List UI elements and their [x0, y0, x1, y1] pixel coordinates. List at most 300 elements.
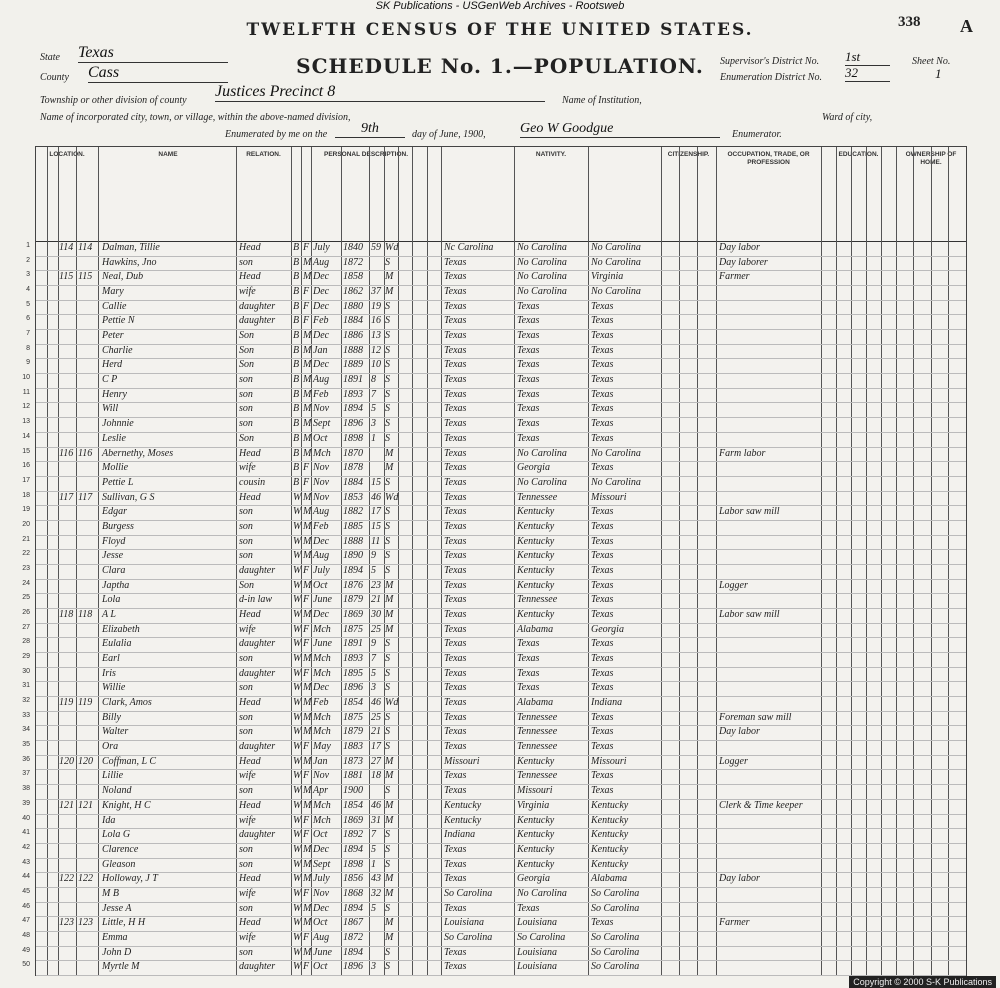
cell-f: Texas [517, 344, 540, 356]
cell-b: Texas [444, 843, 467, 855]
row-number: 31 [22, 682, 30, 690]
cell-sex: F [303, 242, 310, 253]
cell-name: Little, H H [102, 917, 146, 929]
table-row [22, 725, 966, 741]
cell-mo: Dec [313, 300, 330, 312]
cell-b: Texas [444, 873, 467, 885]
cell-ms: M [385, 814, 394, 826]
cell-yr: 1894 [343, 946, 363, 958]
cell-rel: wife [239, 286, 256, 298]
cell-mo: Feb [313, 520, 329, 532]
cell-mo: Nov [313, 476, 330, 488]
cell-m: Texas [591, 667, 614, 679]
cell-mo: Oct [313, 917, 328, 929]
table-row [22, 417, 966, 433]
cell-ms: M [385, 594, 394, 606]
cell-col: B [293, 286, 300, 298]
row-number: 13 [22, 418, 30, 426]
cell-name: Pettie L [102, 476, 134, 488]
sheet-value: 1 [935, 66, 942, 81]
cell-mo: Aug [313, 374, 330, 386]
cell-b: Texas [444, 374, 467, 386]
cell-b: Texas [444, 770, 467, 782]
cell-f: Tennessee [517, 491, 558, 503]
cell-m: Texas [591, 550, 614, 562]
cell-m: Texas [591, 682, 614, 694]
cell-col: B [293, 432, 300, 444]
cell-ms: M [385, 286, 394, 298]
row-number: 7 [26, 330, 30, 338]
cell-f: Tennessee [517, 711, 558, 723]
cell-col: B [293, 388, 300, 400]
cell-yr: 1893 [343, 388, 363, 400]
cell-b: Texas [444, 315, 467, 327]
table-row [26, 241, 966, 257]
enumeration-label: Enumeration District No. [720, 72, 822, 83]
cell-col: W [293, 609, 302, 620]
cell-m: So Carolina [591, 887, 640, 899]
cell-rel: Head [239, 447, 261, 459]
cell-age: 17 [371, 506, 381, 518]
cell-f: So Carolina [517, 931, 566, 943]
cell-m: Kentucky [591, 799, 629, 811]
cell-f: Texas [517, 902, 540, 914]
cell-fam: 118 [78, 609, 93, 620]
cell-col: W [293, 535, 302, 547]
cell-yr: 1883 [343, 741, 363, 753]
cell-rel: son [239, 388, 253, 400]
cell-rel: wife [239, 462, 256, 474]
table-row [22, 799, 966, 815]
cell-ms: S [385, 741, 390, 753]
row-number: 33 [22, 711, 30, 719]
cell-m: Texas [591, 594, 614, 606]
cell-occ: Day labor [719, 726, 760, 738]
table-row [26, 329, 966, 345]
cell-col: W [293, 638, 302, 650]
cell-f: Alabama [517, 697, 554, 709]
cell-f: Texas [517, 682, 540, 694]
table-row [22, 505, 966, 521]
institution-label: Name of Institution, [562, 95, 642, 106]
cell-sex: M [303, 374, 312, 386]
row-number: 4 [26, 286, 30, 294]
cell-col: W [293, 520, 302, 532]
state-label: State [40, 52, 60, 63]
cell-b: Texas [444, 432, 467, 444]
cell-mo: Mch [313, 711, 331, 723]
table-row [22, 814, 966, 830]
cell-yr: 1875 [343, 711, 363, 723]
cell-name: Jesse [102, 550, 124, 562]
cell-sex: M [303, 946, 312, 958]
cell-m: So Carolina [591, 946, 640, 958]
cell-f: Texas [517, 315, 540, 327]
cell-b: Kentucky [444, 799, 482, 811]
cell-mo: Feb [313, 315, 329, 327]
row-number: 3 [26, 271, 30, 279]
census-title: TWELFTH CENSUS OF THE UNITED STATES. [246, 20, 754, 40]
cell-f: Louisiana [517, 961, 558, 973]
table-row [22, 373, 966, 389]
schedule-title: SCHEDULE No. 1.—POPULATION. [296, 54, 704, 78]
cell-sex: F [303, 814, 310, 826]
cell-yr: 1876 [343, 579, 363, 591]
table-row [22, 593, 966, 609]
cell-name: Clark, Amos [102, 697, 152, 709]
cell-col: W [293, 579, 302, 591]
cell-sex: M [303, 256, 312, 268]
cell-rel: son [239, 418, 253, 430]
cell-sex: M [303, 609, 312, 620]
cell-name: Holloway, J T [102, 873, 158, 885]
cell-age: 43 [371, 873, 381, 885]
cell-ms: S [385, 682, 390, 694]
cell-fam: 123 [78, 917, 93, 929]
cell-rel: son [239, 550, 253, 562]
cell-yr: 1872 [343, 931, 363, 943]
cell-ms: M [385, 755, 394, 767]
cell-b: Texas [444, 741, 467, 753]
township-label: Township or other division of county [40, 95, 187, 106]
cell-ms: S [385, 535, 390, 547]
cell-ms: S [385, 388, 390, 400]
cell-col: W [293, 594, 302, 606]
cell-yr: 1879 [343, 726, 363, 738]
cell-name: Earl [102, 653, 120, 665]
row-number: 21 [22, 535, 30, 543]
cell-mo: Dec [313, 359, 330, 371]
cell-name: M B [102, 887, 119, 899]
cell-sex: M [303, 403, 312, 415]
cell-m: Missouri [591, 491, 627, 503]
cell-fam: 116 [78, 447, 93, 459]
row-number: 44 [22, 873, 30, 881]
row-number: 23 [22, 564, 30, 572]
cell-sex: M [303, 873, 312, 885]
cell-rel: Son [239, 330, 254, 342]
cell-f: Texas [517, 374, 540, 386]
cell-rel: Son [239, 344, 254, 356]
row-number: 20 [22, 520, 30, 528]
cell-name: Peter [102, 330, 124, 342]
cell-fam: 120 [78, 755, 93, 767]
row-number: 26 [22, 609, 30, 616]
cell-sex: F [303, 564, 310, 576]
cell-yr: 1888 [343, 344, 363, 356]
cell-rel: son [239, 711, 253, 723]
cell-yr: 1894 [343, 843, 363, 855]
cell-fam: 121 [78, 799, 93, 811]
cell-sex: F [303, 829, 310, 841]
cell-mo: Mch [313, 623, 331, 635]
supervisor-value: 1st [845, 49, 890, 66]
table-row [22, 960, 966, 976]
cell-rel: son [239, 256, 253, 268]
cell-mo: Dec [313, 682, 330, 694]
cell-ms: M [385, 873, 394, 885]
cell-mo: Dec [313, 902, 330, 914]
cell-col: B [293, 476, 300, 488]
cell-f: Kentucky [517, 564, 555, 576]
cell-b: Texas [444, 594, 467, 606]
cell-yr: 1894 [343, 564, 363, 576]
cell-col: W [293, 917, 302, 929]
cell-b: Texas [444, 403, 467, 415]
cell-name: Clara [102, 564, 126, 576]
cell-ms: M [385, 579, 394, 591]
cell-yr: 1896 [343, 682, 363, 694]
cell-occ: Farmer [719, 917, 750, 929]
cell-yr: 1856 [343, 873, 363, 885]
cell-age: 25 [371, 623, 381, 635]
cell-age: 5 [371, 564, 376, 576]
cell-age: 10 [371, 359, 381, 371]
cell-dw: 117 [59, 491, 74, 503]
cell-rel: son [239, 682, 253, 694]
cell-col: W [293, 623, 302, 635]
cell-yr: 1873 [343, 755, 363, 767]
cell-m: So Carolina [591, 902, 640, 914]
cell-rel: cousin [239, 476, 266, 488]
cell-yr: 1898 [343, 858, 363, 870]
cell-m: Texas [591, 741, 614, 753]
cell-b: Texas [444, 697, 467, 709]
cell-dw: 123 [59, 917, 74, 929]
cell-m: Texas [591, 770, 614, 782]
cell-m: Kentucky [591, 858, 629, 870]
cell-f: Kentucky [517, 520, 555, 532]
cell-f: No Carolina [517, 271, 567, 283]
table-row [26, 270, 966, 286]
cell-mo: Oct [313, 432, 328, 444]
cell-sex: F [303, 887, 310, 899]
cell-f: Texas [517, 300, 540, 312]
cell-age: 5 [371, 843, 376, 855]
row-number: 14 [22, 432, 30, 440]
supervisor-label: Supervisor's District No. [720, 56, 820, 67]
cell-col: W [293, 931, 302, 943]
cell-yr: 1854 [343, 697, 363, 709]
cell-b: Texas [444, 256, 467, 268]
cell-rel: wife [239, 623, 256, 635]
cell-f: Kentucky [517, 829, 555, 841]
cell-name: Pettie N [102, 315, 135, 327]
row-number: 42 [22, 843, 30, 851]
cell-dw: 115 [59, 271, 74, 283]
group-occupation: OCCUPATION, TRADE, OR PROFESSION [727, 151, 810, 166]
cell-b: Texas [444, 726, 467, 738]
row-number: 22 [22, 550, 30, 558]
cell-col: W [293, 682, 302, 694]
row-number: 48 [22, 931, 30, 939]
cell-mo: Dec [313, 286, 330, 298]
cell-rel: Head [239, 271, 261, 283]
cell-f: Texas [517, 638, 540, 650]
cell-name: John D [102, 946, 132, 958]
cell-name: Floyd [102, 535, 126, 547]
cell-col: B [293, 315, 300, 327]
cell-m: Kentucky [591, 814, 629, 826]
cell-rel: Head [239, 873, 261, 885]
cell-col: B [293, 242, 300, 253]
table-row [22, 740, 966, 756]
table-row [22, 388, 966, 404]
cell-rel: son [239, 403, 253, 415]
cell-col: W [293, 770, 302, 782]
cell-rel: daughter [239, 961, 276, 973]
cell-name: Neal, Dub [102, 271, 144, 283]
cell-b: Texas [444, 462, 467, 474]
cell-mo: Mch [313, 653, 331, 665]
cell-m: Texas [591, 726, 614, 738]
cell-sex: F [303, 594, 310, 606]
cell-col: W [293, 814, 302, 826]
cell-b: Texas [444, 535, 467, 547]
cell-f: Texas [517, 418, 540, 430]
cell-f: No Carolina [517, 256, 567, 268]
row-number: 15 [22, 447, 30, 455]
cell-f: Texas [517, 388, 540, 400]
row-number: 47 [22, 917, 30, 925]
cell-age: 46 [371, 799, 381, 811]
group-relation: RELATION. [246, 151, 281, 158]
cell-rel: son [239, 858, 253, 870]
cell-occ: Clerk & Time keeper [719, 799, 803, 811]
cell-m: Texas [591, 785, 614, 797]
cell-age: 16 [371, 315, 381, 327]
cell-yr: 1896 [343, 961, 363, 973]
cell-sex: M [303, 359, 312, 371]
cell-rel: Head [239, 491, 261, 503]
table-row [22, 623, 966, 639]
cell-f: Texas [517, 432, 540, 444]
row-number: 18 [22, 491, 30, 499]
cell-col: W [293, 711, 302, 723]
cell-b: Texas [444, 682, 467, 694]
cell-m: Texas [591, 330, 614, 342]
cell-col: B [293, 330, 300, 342]
cell-b: Texas [444, 418, 467, 430]
cell-b: So Carolina [444, 931, 493, 943]
cell-sex: M [303, 755, 312, 767]
cell-sex: M [303, 388, 312, 400]
cell-mo: Apr [313, 785, 328, 797]
table-row [22, 535, 966, 551]
cell-mo: Dec [313, 330, 330, 342]
table-row [22, 549, 966, 565]
cell-rel: Head [239, 609, 261, 620]
cell-occ: Farm labor [719, 447, 766, 459]
cell-dw: 118 [59, 609, 74, 620]
state-value: Texas [78, 44, 228, 63]
table-row [22, 872, 966, 888]
cell-b: Kentucky [444, 814, 482, 826]
row-number: 16 [22, 462, 30, 470]
cell-m: Texas [591, 506, 614, 518]
cell-age: 19 [371, 300, 381, 312]
cell-rel: son [239, 535, 253, 547]
cell-m: No Carolina [591, 476, 641, 488]
row-number: 8 [26, 344, 30, 352]
row-number: 19 [22, 506, 30, 514]
cell-col: W [293, 755, 302, 767]
cell-mo: Oct [313, 579, 328, 591]
table-row [22, 769, 966, 785]
cell-b: Texas [444, 785, 467, 797]
table-row [22, 755, 966, 771]
cell-col: W [293, 843, 302, 855]
cell-mo: Mch [313, 799, 331, 811]
cell-mo: Sept [313, 858, 331, 870]
cell-m: Kentucky [591, 829, 629, 841]
cell-age: 27 [371, 755, 381, 767]
cell-col: W [293, 667, 302, 679]
cell-yr: 1886 [343, 330, 363, 342]
cell-dw: 114 [59, 242, 74, 253]
cell-rel: son [239, 726, 253, 738]
cell-occ: Day labor [719, 873, 760, 885]
cell-b: So Carolina [444, 887, 493, 899]
cell-ms: Wd [385, 697, 399, 709]
cell-m: Texas [591, 653, 614, 665]
cell-b: Texas [444, 858, 467, 870]
cell-rel: son [239, 902, 253, 914]
cell-sex: F [303, 770, 310, 782]
cell-mo: Mch [313, 447, 331, 459]
cell-f: No Carolina [517, 286, 567, 298]
cell-m: Texas [591, 388, 614, 400]
table-row [26, 256, 966, 272]
cell-m: Texas [591, 432, 614, 444]
cell-age: 9 [371, 550, 376, 562]
cell-f: Kentucky [517, 550, 555, 562]
cell-f: Louisiana [517, 917, 558, 929]
cell-f: Kentucky [517, 506, 555, 518]
row-number: 1 [26, 242, 30, 249]
cell-sex: M [303, 843, 312, 855]
cell-fam: 117 [78, 491, 93, 503]
cell-sex: M [303, 550, 312, 562]
cell-f: Kentucky [517, 609, 555, 620]
row-number: 29 [22, 653, 30, 661]
cell-m: Texas [591, 535, 614, 547]
cell-dw: 121 [59, 799, 74, 811]
cell-m: Georgia [591, 623, 624, 635]
cell-mo: Aug [313, 931, 330, 943]
cell-b: Texas [444, 564, 467, 576]
cell-rel: son [239, 785, 253, 797]
cell-yr: 1884 [343, 476, 363, 488]
cell-b: Texas [444, 286, 467, 298]
cell-name: Jesse A [102, 902, 132, 914]
cell-yr: 1840 [343, 242, 363, 253]
cell-f: Tennessee [517, 594, 558, 606]
cell-name: Abernethy, Moses [102, 447, 174, 459]
cell-ms: S [385, 520, 390, 532]
cell-mo: June [313, 946, 332, 958]
cell-mo: July [313, 873, 330, 885]
cell-name: Burgess [102, 520, 134, 532]
cell-ms: S [385, 256, 390, 268]
cell-yr: 1878 [343, 462, 363, 474]
cell-yr: 1853 [343, 491, 363, 503]
cell-yr: 1896 [343, 418, 363, 430]
row-number: 46 [22, 902, 30, 910]
cell-age: 11 [371, 535, 381, 547]
cell-col: B [293, 344, 300, 356]
cell-name: Lola G [102, 829, 131, 841]
